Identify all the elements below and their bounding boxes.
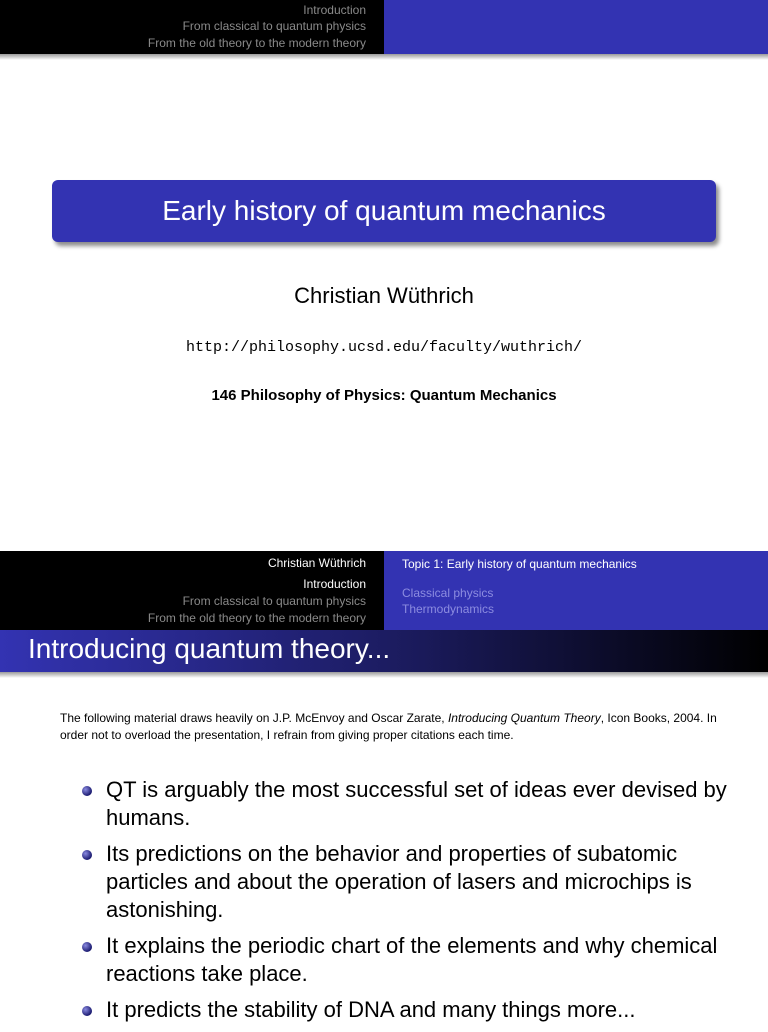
header-author: Christian Wüthrich (267, 556, 366, 570)
bullet-text: It explains the periodic chart of the elements and why chemical reactions take place. (106, 933, 718, 986)
nav-introduction[interactable]: Introduction (303, 577, 366, 591)
bullet-icon (82, 786, 92, 796)
bullet-icon (82, 1006, 92, 1016)
subsection-thermodynamics[interactable]: Thermodynamics (402, 602, 495, 616)
nav-classical-to-quantum[interactable]: From classical to quantum physics (182, 19, 366, 33)
slide2-header (0, 551, 768, 630)
author-name: Christian Wüthrich (294, 283, 474, 308)
note-text-before: The following material draws heavily on J.P. McEnvoy and Oscar Zarate, (60, 711, 448, 725)
list-item (82, 776, 742, 832)
bullet-icon (82, 942, 92, 952)
note-text-after: , Icon Books, 2004. In order not to overload the presentation, I refrain from giving proper citations each time. (60, 711, 717, 742)
nav-old-to-modern[interactable]: From the old theory to the modern theory (147, 36, 366, 50)
slide1-header-right-panel (384, 0, 768, 54)
frame-title: Introducing quantum theory... (28, 633, 391, 664)
slide2-header-nav-panel (0, 551, 384, 630)
header-shadow (0, 54, 768, 60)
list-item (82, 840, 742, 924)
bullet-text: QT is arguably the most successful set of ideas ever devised by humans. (106, 777, 727, 830)
subsection-classical-physics[interactable]: Classical physics (402, 586, 494, 600)
nav-old-to-modern[interactable]: From the old theory to the modern theory (147, 611, 366, 625)
nav-classical-to-quantum[interactable]: From classical to quantum physics (182, 594, 366, 608)
presentation-title: Early history of quantum mechanics (162, 195, 606, 226)
citation-note (60, 710, 720, 744)
topic-title: Topic 1: Early history of quantum mechanics (402, 557, 637, 571)
author-url[interactable]: http://philosophy.ucsd.edu/faculty/wuthrich/ (185, 339, 583, 356)
nav-introduction[interactable]: Introduction (303, 3, 366, 17)
book-title: Introducing Quantum Theory (447, 711, 601, 725)
bullet-icon (82, 850, 92, 860)
frame-title-bar (0, 630, 768, 672)
slide1-header (0, 0, 768, 54)
frame-title-shadow (0, 672, 768, 678)
bullet-text: Its predictions on the behavior and properties of subatomic particles and about the operation of lasers and microchips is astonishing. (106, 841, 692, 922)
list-item (82, 932, 742, 988)
course-name: 146 Philosophy of Physics: Quantum Mechanics (211, 387, 557, 404)
slide2-header-right-panel (384, 551, 768, 630)
bullet-text: It predicts the stability of DNA and many things more... (106, 997, 636, 1022)
title-block (52, 180, 716, 242)
list-item (82, 996, 742, 1024)
bullet-list (82, 776, 742, 1032)
slide1-header-nav-panel (0, 0, 384, 54)
